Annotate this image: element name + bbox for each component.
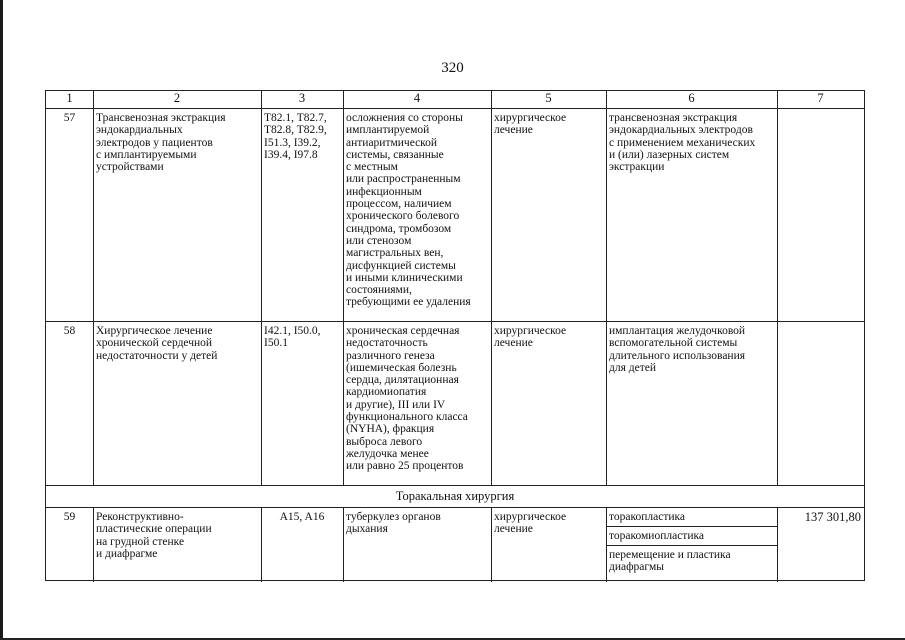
row-57-method: трансвенозная экстракция эндокардиальных электродов с применением механических и (или) лазерных систем экстракции bbox=[609, 112, 756, 174]
row-57-model: осложнения со стороны имплантируемой антиаритмической системы, связанные с местным или распространенным инфекционным процессом, наличием хронического болевого синдрома, тромбозом или стенозом магистральных вен, дисфункцией системы и иными клиническими состояниями, требующими ее удаления bbox=[346, 112, 471, 309]
rule-header bbox=[46, 108, 864, 109]
row-58-number: 58 bbox=[63, 325, 76, 337]
row-57-cost bbox=[777, 110, 864, 114]
rule-row-57 bbox=[46, 321, 864, 322]
row-57-codes: T82.1, T82.7, T82.8, T82.9, I51.3, I39.2, I39.4, I97.8 bbox=[264, 112, 327, 161]
row-59-cost: 137 301,80 bbox=[804, 510, 861, 524]
row-58-cost bbox=[777, 323, 864, 327]
row-58-type: хирургическое лечение bbox=[494, 325, 567, 350]
col-divider-4 bbox=[491, 91, 492, 485]
rule-method-2 bbox=[606, 545, 777, 546]
row-59-model: туберкулез органов дыхания bbox=[346, 511, 441, 536]
header-col-6: 6 bbox=[688, 91, 695, 105]
row-57-number: 57 bbox=[63, 112, 76, 124]
row-57-name: Трансвенозная экстракция эндокардиальных электродов у пациентов с имплантируемыми устройствами bbox=[96, 112, 226, 174]
row-58-method: имплантация желудочковой вспомогательной системы длительного использования для детей bbox=[609, 325, 746, 374]
row-58-name: Хирургическое лечение хронической сердечной недостаточности у детей bbox=[96, 325, 218, 362]
row-59-number: 59 bbox=[63, 511, 76, 523]
scan-left-edge bbox=[0, 0, 3, 640]
header-col-4: 4 bbox=[413, 91, 421, 105]
row-59-method-3: перемещение и пластика диафрагмы bbox=[609, 549, 731, 574]
medical-care-table bbox=[45, 90, 865, 581]
row-59-name: Реконструктивно- пластические операции на грудной стенке и диафрагме bbox=[96, 511, 212, 560]
row-59-method-2: торакомиопластика bbox=[609, 530, 704, 542]
header-col-1: 1 bbox=[66, 91, 73, 105]
header-col-2: 2 bbox=[173, 91, 181, 105]
header-col-7: 7 bbox=[817, 91, 824, 105]
col-divider-6 bbox=[777, 91, 778, 485]
section-title: Торакальная хирургия bbox=[395, 489, 515, 503]
row-58-codes: I42.1, I50.0, I50.1 bbox=[264, 325, 321, 350]
page-number: 320 bbox=[441, 60, 464, 76]
row-58-model: хроническая сердечная недостаточность различного генеза (ишемическая болезнь сердца, дилятационная кардиомиопатия и другие), III или IV функционального класса (NYHA), фракция выброса левого желудочка менее или равно 25 процентов bbox=[346, 325, 468, 473]
row-59-method-1: торакопластика bbox=[609, 511, 686, 523]
rule-row-58 bbox=[46, 485, 864, 486]
rule-method-1 bbox=[606, 526, 777, 527]
header-col-5: 5 bbox=[545, 91, 552, 105]
header-col-3: 3 bbox=[298, 91, 306, 105]
row-59-type: хирургическое лечение bbox=[494, 511, 567, 536]
rule-section bbox=[46, 507, 864, 508]
row-59-codes: A15, A16 bbox=[279, 511, 325, 523]
row-57-type: хирургическое лечение bbox=[494, 112, 567, 137]
